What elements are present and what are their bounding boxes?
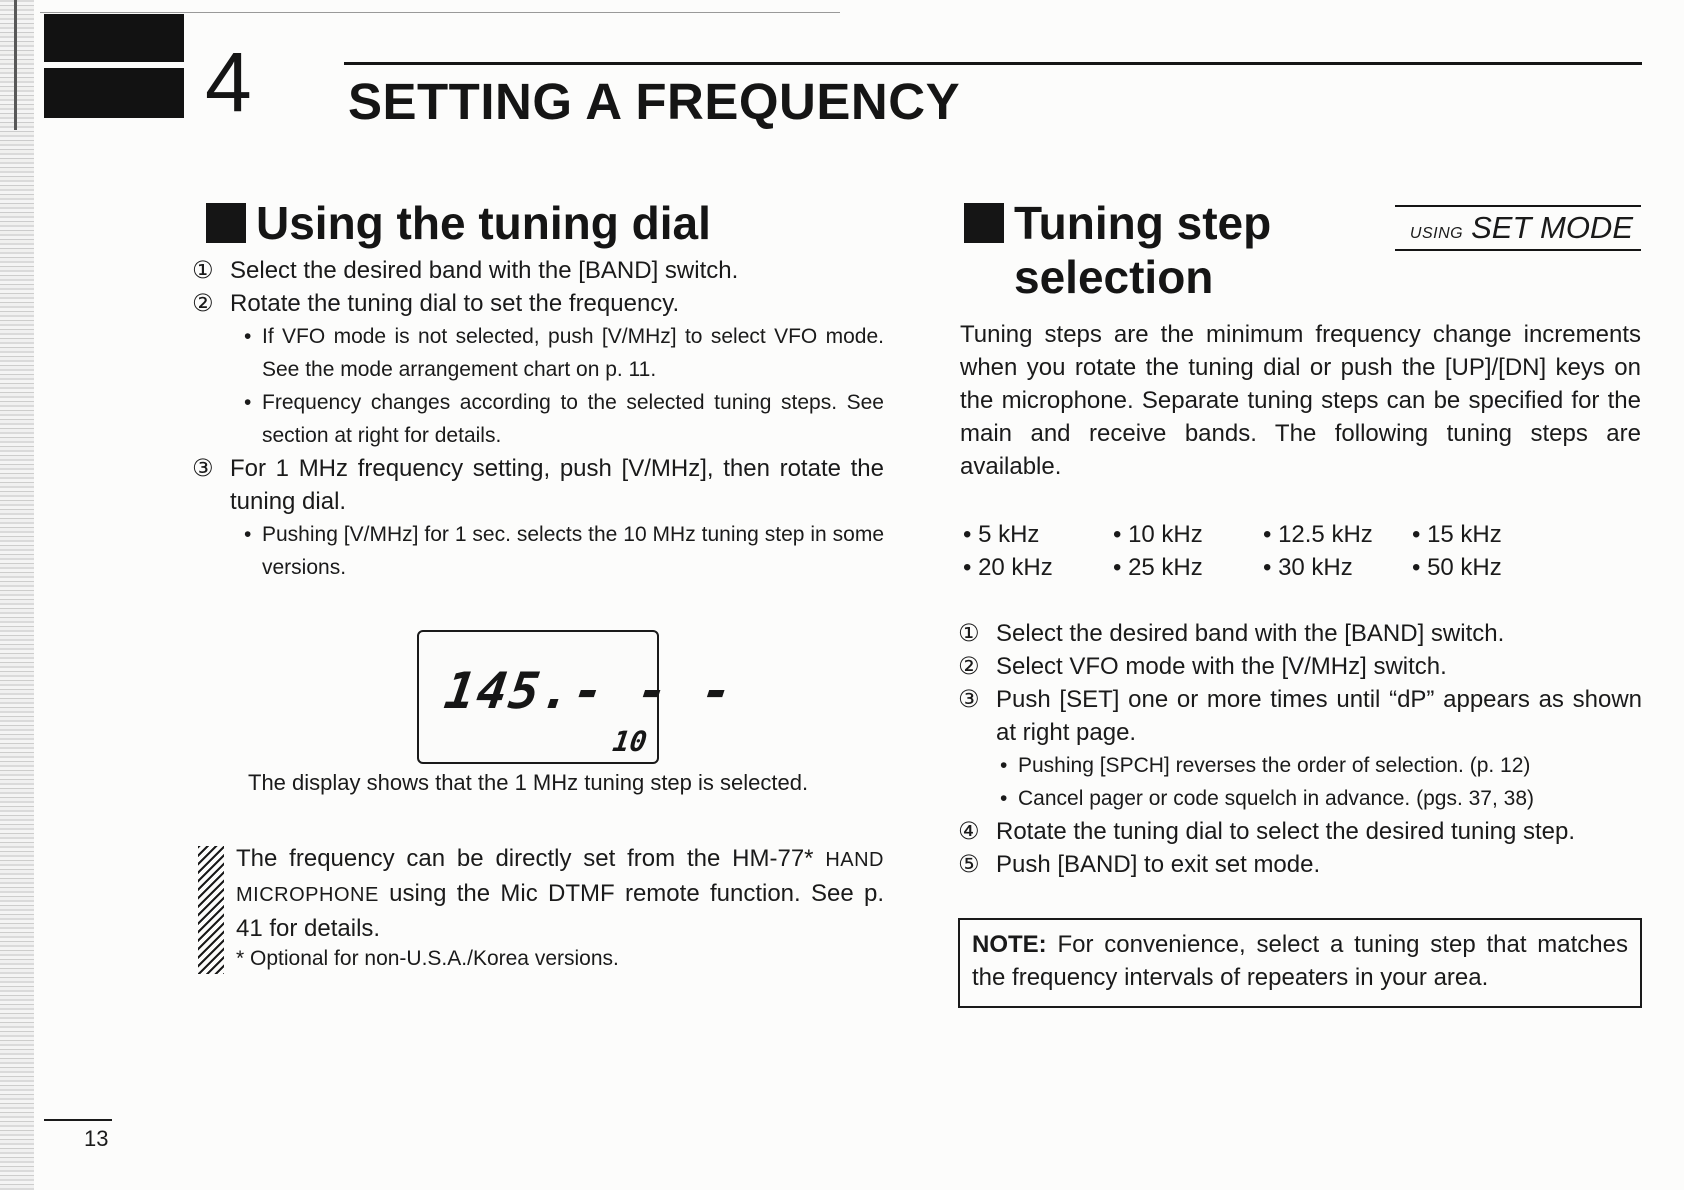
tuning-step-option: • 5 kHz <box>963 521 1040 548</box>
bullet-text: Pushing [V/MHz] for 1 sec. selects the 10 MHz tuning step in some versions. <box>262 523 884 579</box>
bullet-text: Cancel pager or code squelch in advance. (pgs. 37, 38) <box>1018 787 1534 810</box>
chapter-tab-upper <box>44 14 184 62</box>
bullet-dot: • <box>1000 787 1008 810</box>
section-heading-text: Using the tuning dial <box>256 197 711 249</box>
info-note-text-rest: using the Mic DTMF remote function. See p. 41 for details. <box>236 880 884 942</box>
tuning-step-option: • 50 kHz <box>1412 554 1502 581</box>
list-item <box>244 386 884 452</box>
step-text: Select the desired band with the [BAND] switch. <box>996 620 1505 647</box>
tuning-step-option: • 20 kHz <box>963 554 1053 581</box>
tuning-step-option: • 25 kHz <box>1113 554 1203 581</box>
list-item <box>244 518 884 584</box>
chapter-tab-lower <box>44 68 184 118</box>
list-item <box>958 815 1642 848</box>
step-number: ③ <box>192 455 214 482</box>
info-note-smallcaps: HAND MICROPHONE <box>236 849 884 906</box>
lcd-step-indicator: 10 <box>610 725 650 758</box>
list-item <box>958 617 1642 650</box>
info-note-text: The frequency can be directly set from the HM-77* <box>236 845 826 872</box>
list-item <box>958 650 1642 683</box>
info-note <box>236 842 884 945</box>
binding-edge <box>0 0 34 1190</box>
bullet-text: If VFO mode is not selected, push [V/MHz] to select VFO mode. See the mode arrangement chart on p. 11. <box>262 325 884 381</box>
intro-paragraph: Tuning steps are the minimum frequency change increments when you rotate the tuning dial or push the [UP]/[DN] keys on the microphone. Separate tuning steps can be specified for the main and receive bands. The following tuning steps are available. <box>960 321 1641 480</box>
bullet-dot: • <box>244 523 252 546</box>
step-number: ② <box>958 653 980 680</box>
list-item <box>192 287 892 320</box>
tuning-step-list <box>963 518 1563 584</box>
section-heading-tuning-step <box>964 196 1271 304</box>
bullet-text: Frequency changes according to the selected tuning steps. See section at right for details. <box>262 391 884 447</box>
list-item <box>192 452 884 518</box>
step-text: Rotate the tuning dial to select the desired tuning step. <box>996 818 1576 845</box>
section-heading-line2: selection <box>1014 251 1214 303</box>
page-number: 13 <box>84 1126 109 1151</box>
bullet-dot: • <box>1000 754 1008 777</box>
step-text: Push [SET] one or more times until “dP” appears as shown at right page. <box>996 686 1642 746</box>
info-stripes-icon <box>198 846 224 974</box>
note-label: NOTE: <box>972 931 1047 958</box>
list-item <box>244 320 884 386</box>
bullet-text: Pushing [SPCH] reverses the order of selection. (p. 12) <box>1018 754 1531 777</box>
tuning-step-option: • 12.5 kHz <box>1263 521 1373 548</box>
step-text: Push [BAND] to exit set mode. <box>996 851 1321 878</box>
list-item <box>958 683 1642 749</box>
step-text: Rotate the tuning dial to set the frequency. <box>230 290 680 317</box>
section-heading-tuning-dial <box>206 196 711 250</box>
step-number: ③ <box>958 686 980 713</box>
step-text: Select the desired band with the [BAND] switch. <box>230 257 739 284</box>
heading-square-icon <box>964 203 1004 243</box>
lcd-display <box>417 630 739 764</box>
chapter-number: 4 <box>205 35 252 129</box>
set-mode-badge <box>1395 205 1641 251</box>
tuning-step-option: • 15 kHz <box>1412 521 1502 548</box>
note-text: For convenience, select a tuning step that matches the frequency intervals of repeaters in your area. <box>972 931 1628 991</box>
list-item <box>958 848 1642 881</box>
note-box <box>958 918 1642 1008</box>
set-mode-badge-small: USING <box>1409 225 1464 242</box>
lcd-frequency-readout: 145.- - - <box>440 662 739 720</box>
bullet-dot: • <box>244 325 252 348</box>
list-item <box>1000 782 1642 815</box>
list-item <box>192 254 892 287</box>
chapter-title: SETTING A FREQUENCY <box>348 73 961 130</box>
footnote: * Optional for non-U.S.A./Korea versions. <box>236 947 619 970</box>
step-number: ① <box>958 620 980 647</box>
heading-square-icon <box>206 203 246 243</box>
top-rule <box>40 12 840 13</box>
step-text: For 1 MHz frequency setting, push [V/MHz], then rotate the tuning dial. <box>230 455 884 515</box>
step-number: ① <box>192 257 214 284</box>
list-item <box>1000 749 1642 782</box>
tuning-step-option: • 30 kHz <box>1263 554 1353 581</box>
step-number: ② <box>192 290 214 317</box>
header-rule <box>344 62 1642 65</box>
lcd-caption: The display shows that the 1 MHz tuning step is selected. <box>248 770 809 795</box>
tuning-step-option: • 10 kHz <box>1113 521 1203 548</box>
step-number: ⑤ <box>958 851 980 878</box>
bullet-dot: • <box>244 391 252 414</box>
section-heading-line1: Tuning step <box>1014 197 1272 249</box>
page-number-rule <box>44 1119 112 1121</box>
step-number: ④ <box>958 818 980 845</box>
step-text: Select VFO mode with the [V/MHz] switch. <box>996 653 1447 680</box>
set-mode-badge-large: SET MODE <box>1471 210 1633 245</box>
